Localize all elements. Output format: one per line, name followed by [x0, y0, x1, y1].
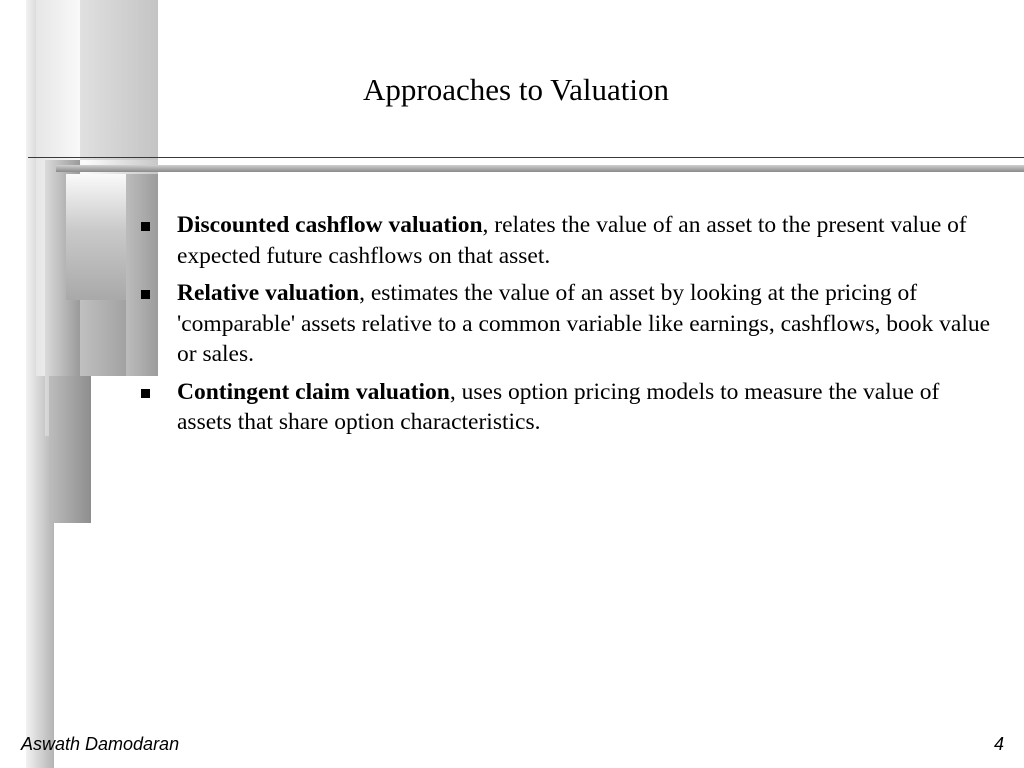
list-item [138, 210, 998, 271]
decorative-bar [49, 376, 91, 523]
bullet-term: Contingent claim valuation [177, 378, 450, 405]
bullet-text: , uses option pricing models to measure the value of assets that share option characteristics. [177, 378, 940, 435]
square-bullet-icon [141, 222, 150, 231]
decorative-bar [66, 174, 126, 300]
decorative-bar [80, 300, 126, 376]
title-divider-bar [56, 165, 1024, 172]
footer-author: Aswath Damodaran [21, 734, 180, 754]
title-divider [28, 157, 1024, 158]
square-bullet-icon [141, 290, 150, 299]
bullet-list [138, 210, 998, 445]
list-item [138, 278, 998, 370]
page-number: 4 [993, 734, 1004, 754]
bullet-term: Relative valuation [177, 280, 360, 306]
list-item [138, 377, 998, 438]
slide-title: Approaches to Valuation [363, 72, 669, 107]
bullet-text: , estimates the value of an asset by looking at the pricing of 'comparable' assets relative to a common variable like earnings, cashflows, book value or sales. [177, 280, 991, 367]
decorative-bar [80, 0, 158, 160]
square-bullet-icon [141, 389, 150, 398]
bullet-text: , relates the value of an asset to the present value of expected future cashflows on that asset. [177, 212, 967, 269]
bullet-term: Discounted cashflow valuation [177, 212, 483, 238]
